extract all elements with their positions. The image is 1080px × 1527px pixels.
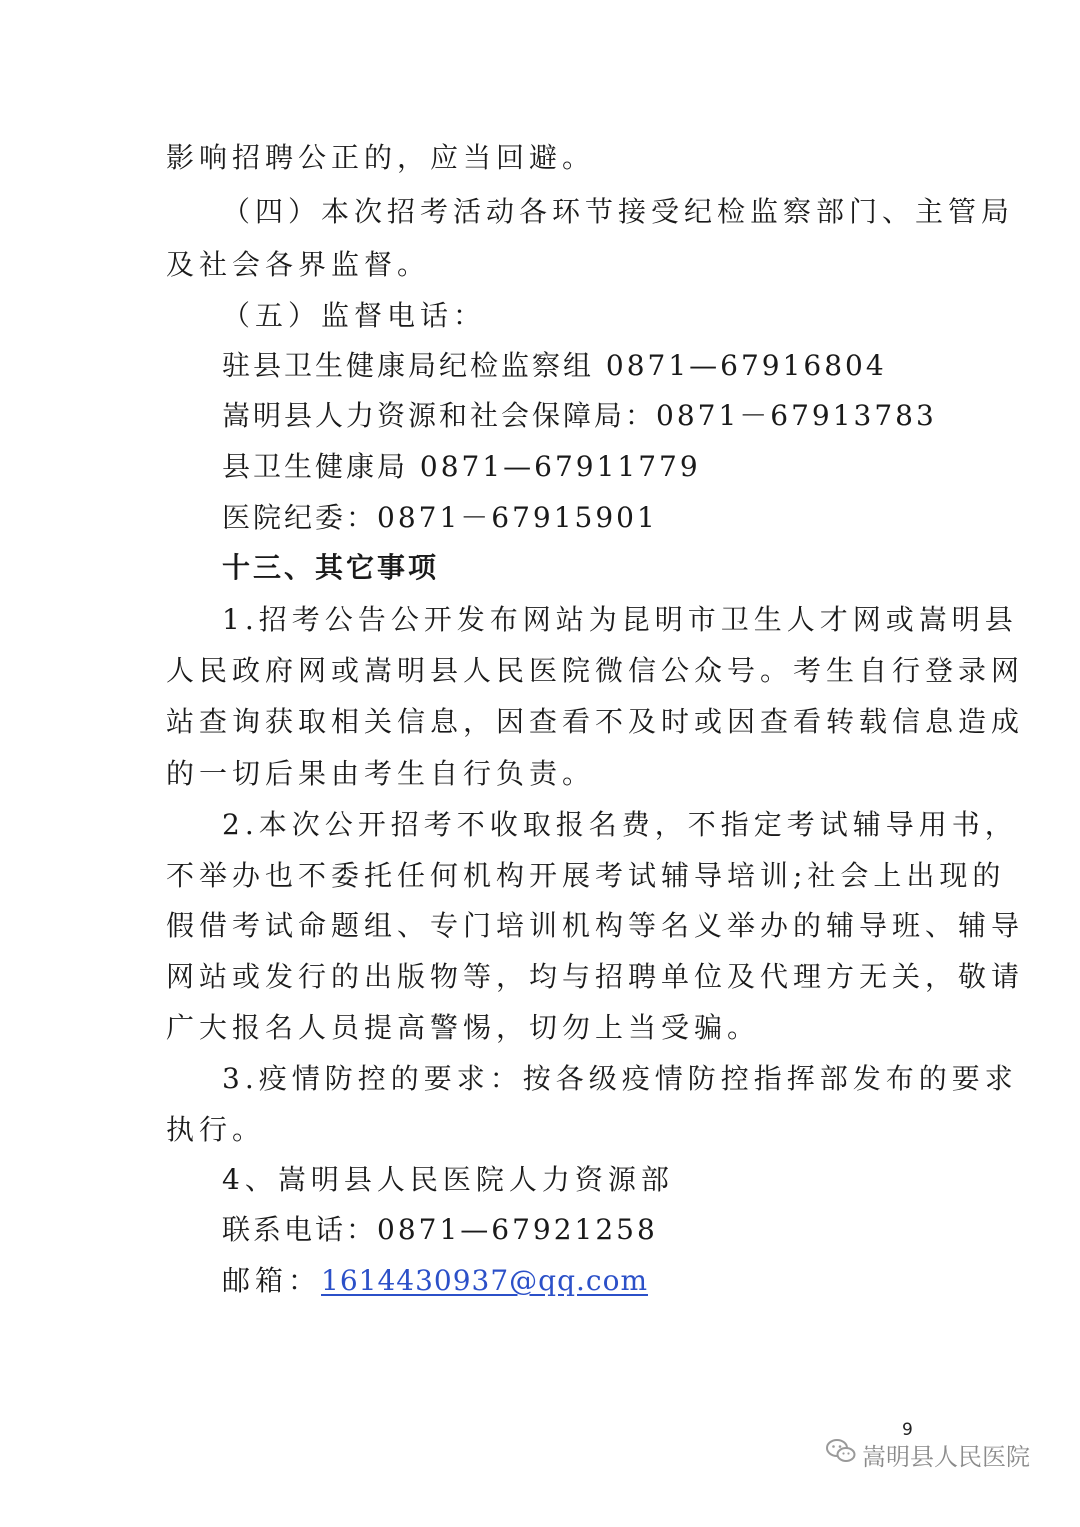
email-line xyxy=(222,1264,648,1297)
paragraph-line: 执行。 xyxy=(166,1113,266,1146)
text-line: （四）本次招考活动各环节接受纪检监察部门、主管局 xyxy=(222,195,1015,228)
email-link[interactable]: 1614430937@qq.com xyxy=(321,1264,648,1297)
phone-line: 医院纪委：0871－67915901 xyxy=(222,501,658,534)
paragraph-line: 人民政府网或嵩明县人民医院微信公众号。考生自行登录网 xyxy=(166,654,1025,687)
email-label: 邮箱： xyxy=(222,1264,322,1297)
section-heading: 十三、其它事项 xyxy=(222,551,440,584)
paragraph-line: 假借考试命题组、专门培训机构等名义举办的辅导班、辅导 xyxy=(166,909,1025,942)
paragraph-line: 4、嵩明县人民医院人力资源部 xyxy=(222,1163,674,1196)
paragraph-line: 广大报名人员提高警惕，切勿上当受骗。 xyxy=(166,1011,761,1044)
contact-phone-line: 联系电话：0871—67921258 xyxy=(222,1213,658,1246)
wechat-icon xyxy=(826,1438,856,1470)
page-number: 9 xyxy=(902,1420,913,1440)
paragraph-line: 1.招考公告公开发布网站为昆明市卫生人才网或嵩明县 xyxy=(222,603,1018,636)
paragraph-line: 不举办也不委托任何机构开展考试辅导培训;社会上出现的 xyxy=(166,859,1006,892)
phone-line: 驻县卫生健康局纪检监察组 0871—67916804 xyxy=(222,349,887,382)
text-line: （五）监督电话： xyxy=(222,299,487,332)
paragraph-line: 的一切后果由考生自行负责。 xyxy=(166,757,596,790)
phone-line: 嵩明县人力资源和社会保障局：0871－67913783 xyxy=(222,399,937,432)
phone-line: 县卫生健康局 0871—67911779 xyxy=(222,450,701,483)
paragraph-line: 站查询获取相关信息，因查看不及时或因查看转载信息造成 xyxy=(166,705,1025,738)
watermark xyxy=(826,1434,1030,1474)
paragraph-line: 3.疫情防控的要求：按各级疫情防控指挥部发布的要求 xyxy=(222,1062,1018,1095)
watermark-text: 嵩明县人民医院 xyxy=(862,1442,1030,1471)
text-line: 及社会各界监督。 xyxy=(166,248,431,281)
paragraph-line: 2.本次公开招考不收取报名费，不指定考试辅导用书， xyxy=(222,808,1018,841)
text-line: 影响招聘公正的，应当回避。 xyxy=(166,141,596,174)
paragraph-line: 网站或发行的出版物等，均与招聘单位及代理方无关，敬请 xyxy=(166,960,1025,993)
